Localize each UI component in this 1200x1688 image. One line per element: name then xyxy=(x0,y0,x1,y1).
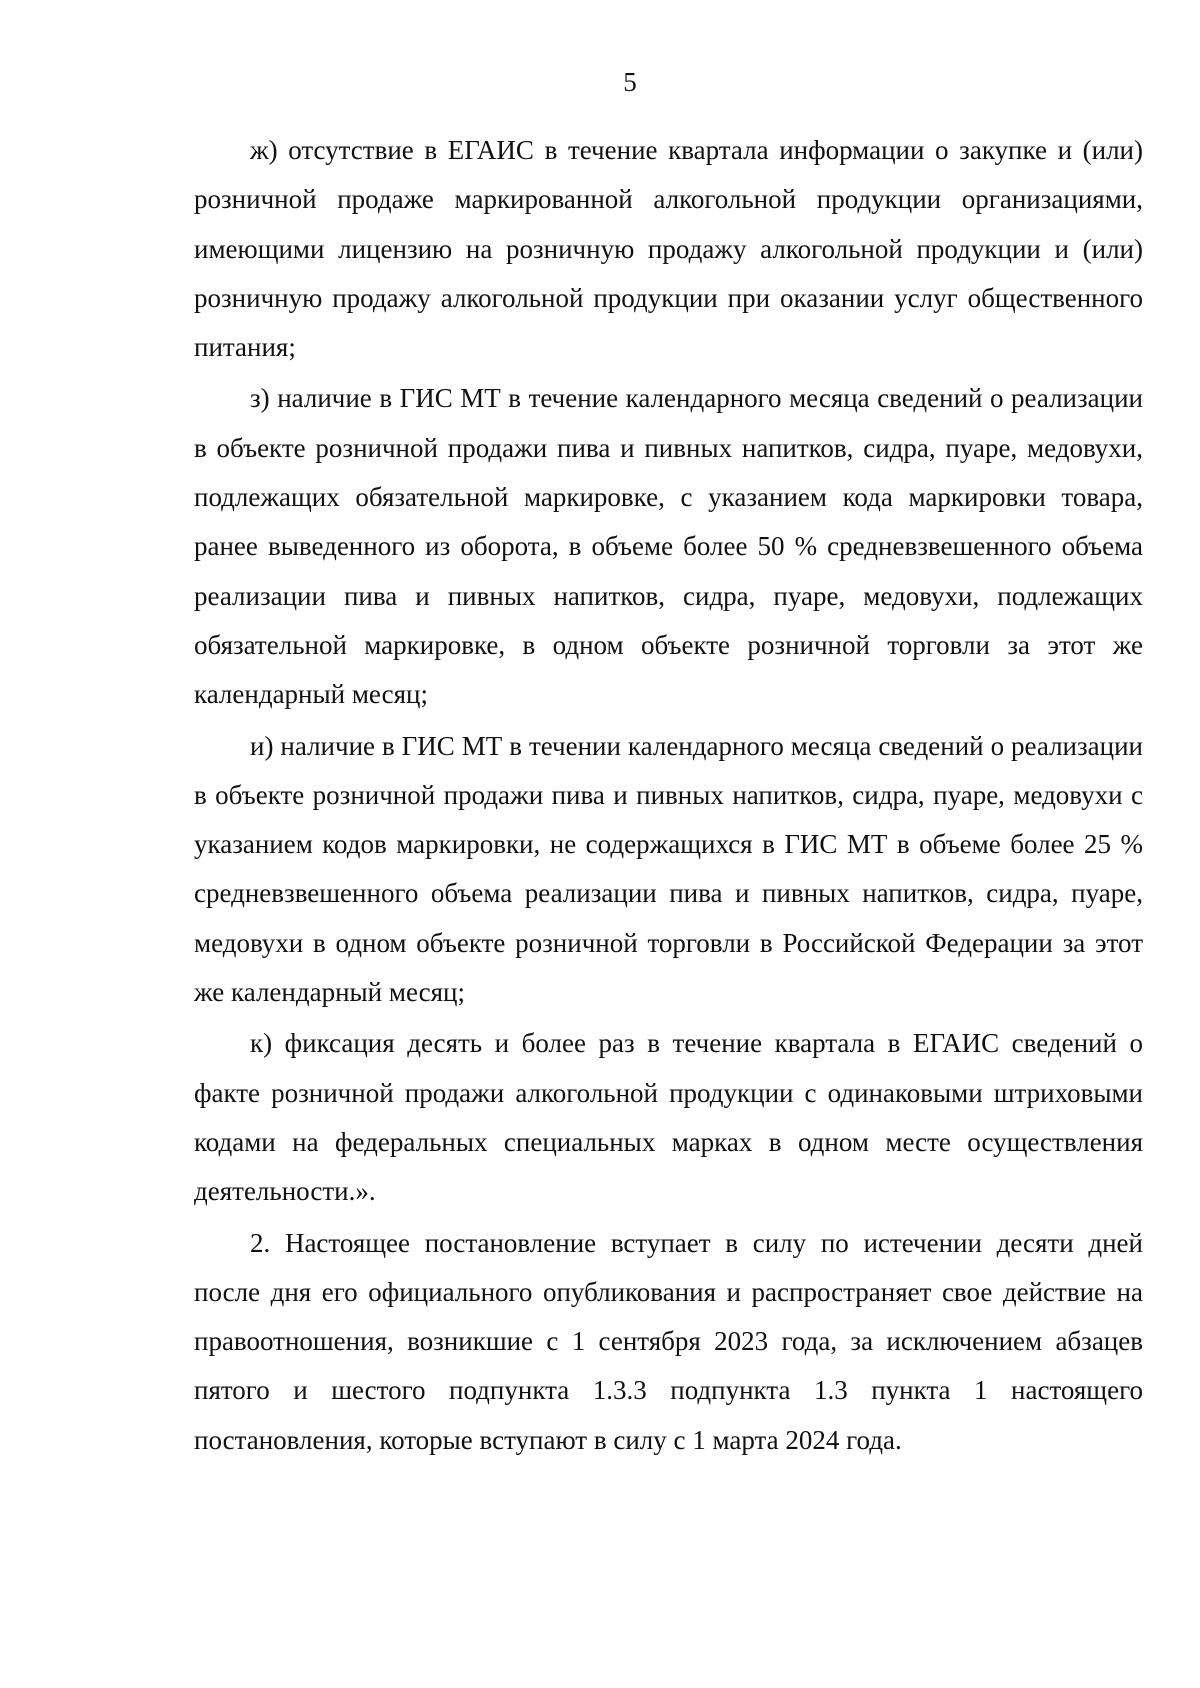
paragraph-clause-2: 2. Настоящее постановление вступает в силу по истечении десяти дней после дня его официального опубликования и распространяет свое действие на правоотношения, возникшие с 1 сентября 2023 года, за исключением абзацев пятого и шестого подпункта 1.3.3 подпункта 1.3 пункта 1 настоящего постановления, которые вступают в силу с 1 марта 2024 года. xyxy=(194,1227,1143,1455)
paragraph-zh: ж) отсутствие в ЕГАИС в течение квартала информации о закупке и (или) розничной продаже маркированной алкогольной продукции организациями, имеющими лицензию на розничную продажу алкогольной продукции и (или) розничную продажу алкогольной продукции при оказании услуг общественного питания; xyxy=(194,135,1143,363)
paragraph-z: з) наличие в ГИС МТ в течение календарного месяца сведений о реализации в объекте розничной продажи пива и пивных напитков, сидра, пуаре, медовухи, подлежащих обязательной маркировке, с указанием кода маркировки товара, ранее выведенного из оборота, в объеме более 50 % средневзвешенного объема реализации пива и пивных напитков, сидра, пуаре, медовухи, подлежащих обязательной маркировке, в одном объекте розничной торговли за этот же календарный месяц; xyxy=(194,383,1143,710)
page-number: 5 xyxy=(623,67,637,97)
paragraph-k: к) фиксация десять и более раз в течение квартала в ЕГАИС сведений о факте розничной продажи алкогольной продукции с одинаковыми штриховыми кодами на федеральных специальных марках в одном месте осуществления деятельности.». xyxy=(194,1028,1143,1207)
paragraph-i: и) наличие в ГИС МТ в течении календарного месяца сведений о реализации в объекте розничной продажи пива и пивных напитков, сидра, пуаре, медовухи с указанием кодов маркировки, не содержащихся в ГИС МТ в объеме более 25 % средневзвешенного объема реализации пива и пивных напитков, сидра, пуаре, медовухи в одном объекте розничной торговли в Российской Федерации за этот же календарный месяц; xyxy=(194,730,1143,1008)
document-body xyxy=(194,126,1143,1467)
